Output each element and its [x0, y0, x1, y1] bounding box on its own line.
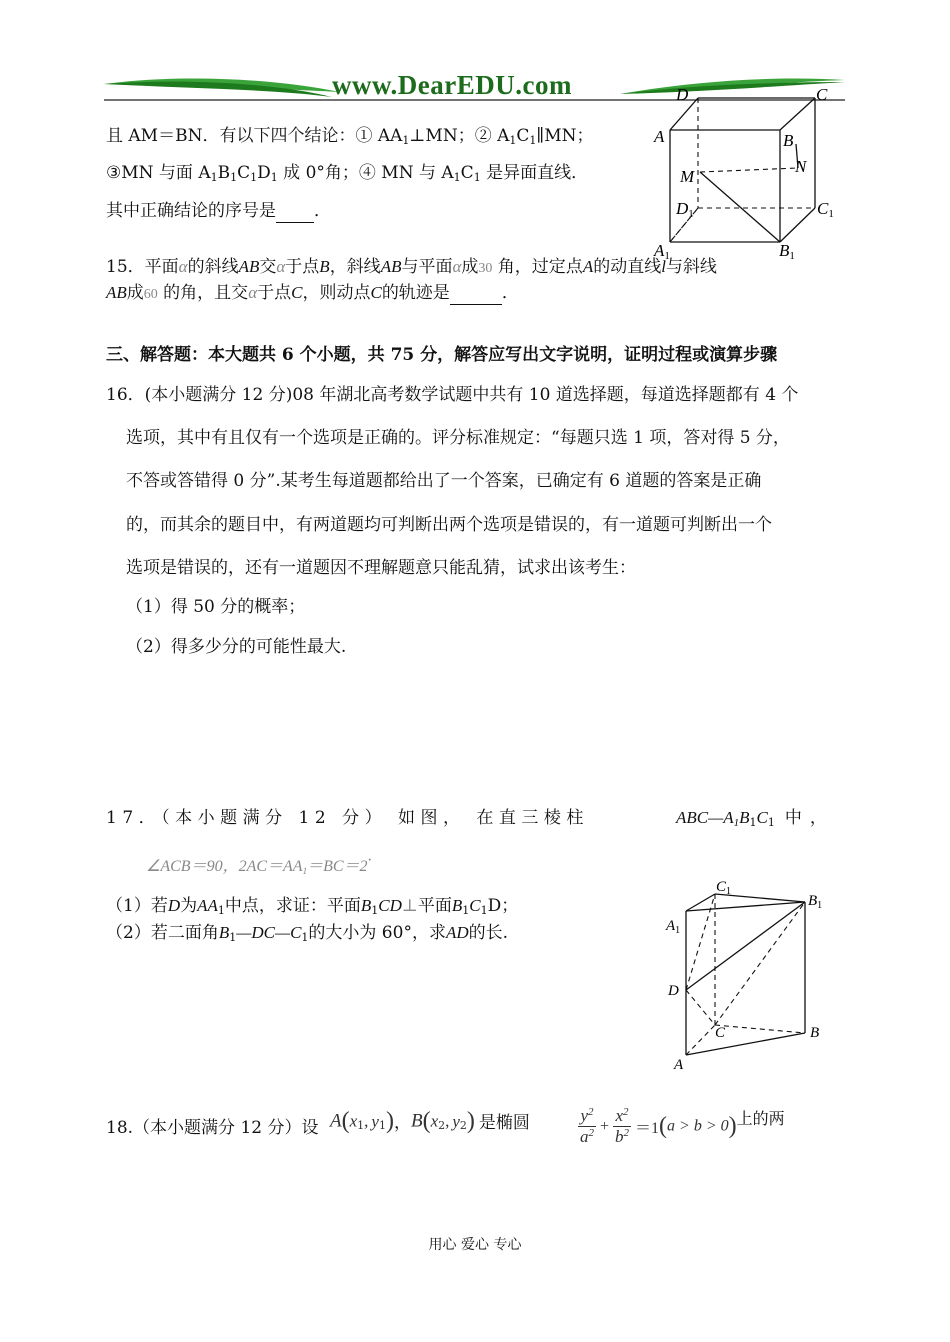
- label-N: N: [795, 157, 807, 176]
- fraction-x2-b2: $\frac{x^2}{b^2}$: [615, 1106, 630, 1146]
- prism-figure: [660, 875, 840, 1075]
- section-heading: 三、解答题：本大题共 6 个小题，共 75 分，解答应写出文字说明，证明过程或演算步骤: [106, 345, 778, 365]
- q18-line-1: 18.（本小题满分 12 分）设: [106, 1118, 319, 1138]
- fraction-y2-a2: $\frac{y^2}{a^2}$: [580, 1106, 594, 1146]
- q16-line-3: 不答或答错得 0 分”.某考生每道题都给出了一个答案，已确定有 6 道题的答案是正确: [126, 471, 762, 491]
- q17-prism-name: $ABC—A_1B_1C_1$ 中，: [676, 808, 835, 829]
- label-B1: $B_1$: [808, 893, 823, 911]
- q14-line-2: ③MN 与面 $A_1B_1C_1D_1$ 成 0°角；④ MN 与 $A_1C_1$ 是异面直线．: [106, 163, 589, 184]
- q17-sub-1: （1）若D为$AA_1$中点，求证：平面$B_1CD\perp$平面$B_1C_1D$；: [106, 896, 519, 917]
- q15-line-1: 15．平面α的斜线AB交α于点B，斜线AB与平面α成30 角，过定点A的动直线l与斜线: [106, 257, 717, 277]
- q17-condition: ∠ACB＝90，$2AC=AA_1=BC=2\cdot$: [146, 852, 372, 876]
- site-logo-text: www.DearEDU.com: [332, 70, 572, 100]
- label-D: D: [668, 983, 679, 999]
- q16-line-4: 的，而其余的题目中，有两道题均可判断出两个选项是错误的，有一道题可判断出一个: [126, 515, 772, 535]
- label-B: B: [783, 131, 794, 150]
- label-C1: C1: [817, 199, 834, 220]
- q16-line-1: 16．(本小题满分 12 分)08 年湖北高考数学试题中共有 10 道选择题，每道选择题都有 4 个: [106, 385, 799, 405]
- label-A1: A1: [654, 241, 670, 262]
- q16-line-5: 选项是错误的，还有一道题因不理解题意只能乱猜，试求出该考生：: [126, 558, 636, 578]
- label-D: D: [676, 85, 689, 104]
- label-C: C: [816, 85, 828, 104]
- answer-blank: [450, 282, 502, 305]
- label-A1: $A_1$: [666, 918, 681, 936]
- label-C: C: [715, 1025, 726, 1041]
- label-C1: $C_1$: [716, 879, 732, 897]
- q17-line-1: 17．（本小题满分 12 分） 如图， 在直三棱柱: [106, 808, 589, 828]
- q16-sub-1: （1）得 50 分的概率；: [126, 597, 306, 617]
- label-M: M: [680, 167, 695, 186]
- cube-figure: [650, 84, 850, 264]
- q15-line-2: AB成60 的角，且交α于点C，则动点C的轨迹是 ．: [106, 283, 519, 303]
- q14-line-3: 其中正确结论的序号是 ．: [106, 201, 331, 221]
- label-D1: D1: [676, 199, 694, 220]
- q14-line-1: 且 AM＝BN．有以下四个结论：① $AA_1\perp MN$；② $A_1C_1\parallel MN$；: [106, 126, 594, 147]
- label-B1: B1: [779, 241, 795, 262]
- q17-sub-2: （2）若二面角$B_1—DC—C_1$的大小为 60°，求AD的长.: [106, 923, 509, 944]
- label-B: B: [810, 1025, 820, 1041]
- label-A: A: [674, 1057, 684, 1073]
- q16-line-2: 选项，其中有且仅有一个选项是正确的。评分标准规定：“每题只选 1 项，答对得 5 分，: [126, 428, 790, 448]
- page-footer: 用心 爱心 专心: [428, 1237, 522, 1253]
- q18-ellipse-equation: $\frac{y^2}{a^2}$ + $\frac{x^2}{b^2}$ ＝1(a > b > 0)上的两: [580, 1106, 785, 1146]
- q16-sub-2: （2）得多少分的可能性最大.: [126, 637, 347, 657]
- q18-math: $A(x_1$, $y_1$)，$B(x_2$, $y_2$) 是椭圆: [330, 1108, 530, 1134]
- label-A: A: [654, 127, 665, 146]
- answer-blank: [276, 200, 314, 223]
